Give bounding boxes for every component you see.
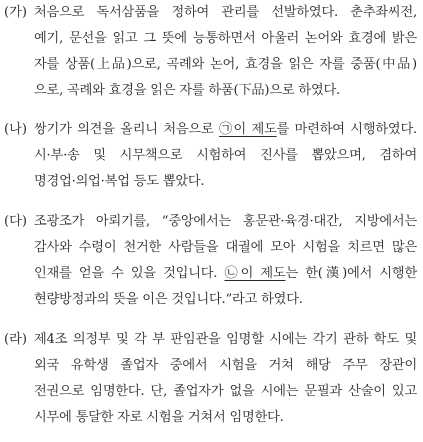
paragraph-line — [4, 405, 417, 431]
paragraph-line — [4, 353, 417, 379]
paragraph-line — [4, 26, 417, 52]
paragraph-line — [4, 327, 417, 353]
paragraph-marker: (라) — [4, 332, 28, 347]
paragraph-line — [4, 0, 417, 26]
line-text: 제4조 의정부 및 각 부 판임관을 임명할 시에는 각기 관하 학도 및 — [34, 332, 417, 347]
line-text: 전권으로 임명한다. 단, 졸업자가 없을 시에는 문필과 산술이 있고 — [34, 384, 417, 399]
paragraph-line — [4, 52, 417, 78]
line-segment: 는 한(漢)에서 시행한 — [285, 266, 417, 281]
paragraph-line — [4, 235, 417, 261]
line-segment: 쌍기가 의견을 올리니 처음으로 — [34, 122, 219, 137]
paragraph-marker: (다) — [4, 214, 28, 229]
line-text: 조광조가 아뢰기를, “중앙에서는 홍문관·육경·대간, 지방에서는 — [34, 214, 417, 229]
paragraph-ra — [4, 327, 417, 431]
line-segment: 를 마련하여 시행하였다. — [276, 122, 417, 137]
paragraph-line — [4, 209, 417, 235]
paragraph-marker: (나) — [4, 122, 28, 137]
underlined-term: ㉡이 제도 — [224, 266, 286, 281]
line-text — [34, 117, 417, 143]
paragraph-line — [4, 78, 417, 104]
paragraph-line — [4, 143, 417, 169]
line-text: 외국 유학생 졸업자 중에서 시험을 거쳐 해당 주무 장관이 — [34, 358, 417, 373]
line-text — [34, 261, 417, 287]
paragraph-da — [4, 209, 417, 313]
line-text: 시·부·송 및 시무책으로 시험하여 진사를 뽑았으며, 겸하여 — [34, 148, 417, 163]
line-text: 현량방정과의 뜻을 이은 것입니다.”라고 하였다. — [34, 292, 303, 307]
line-text: 처음으로 독서삼품을 정하여 관리를 선발하였다. 춘추좌씨전, — [34, 5, 417, 20]
line-text: 예기, 문선을 읽고 그 뜻에 능통하면서 아울러 논어와 효경에 밝은 — [34, 31, 417, 46]
paragraph-line — [4, 261, 417, 287]
line-text: 감사와 수령이 천거한 사람들을 대궐에 모아 시험을 치르면 많은 — [34, 240, 417, 255]
paragraph-line — [4, 169, 417, 195]
paragraph-line — [4, 117, 417, 143]
paragraph-na — [4, 117, 417, 195]
paragraph-line — [4, 287, 417, 313]
paragraph-marker: (가) — [4, 5, 28, 20]
underlined-term: ㉠이 제도 — [219, 122, 277, 137]
line-segment: 인재를 얻을 수 있을 것입니다. — [34, 266, 225, 281]
paragraph-ga — [4, 0, 417, 104]
paragraph-line — [4, 379, 417, 405]
line-text: 명경업·의업·복업 등도 뽑았다. — [34, 174, 205, 189]
line-text: 자를 상품(上品)으로, 곡례와 논어, 효경을 읽은 자를 중품(中品) — [34, 57, 417, 72]
line-text: 시무에 통달한 자로 시험을 거쳐서 임명한다. — [34, 410, 284, 425]
line-text: 으로, 곡례와 효경을 읽은 자를 하품(下品)으로 하였다. — [34, 83, 341, 98]
